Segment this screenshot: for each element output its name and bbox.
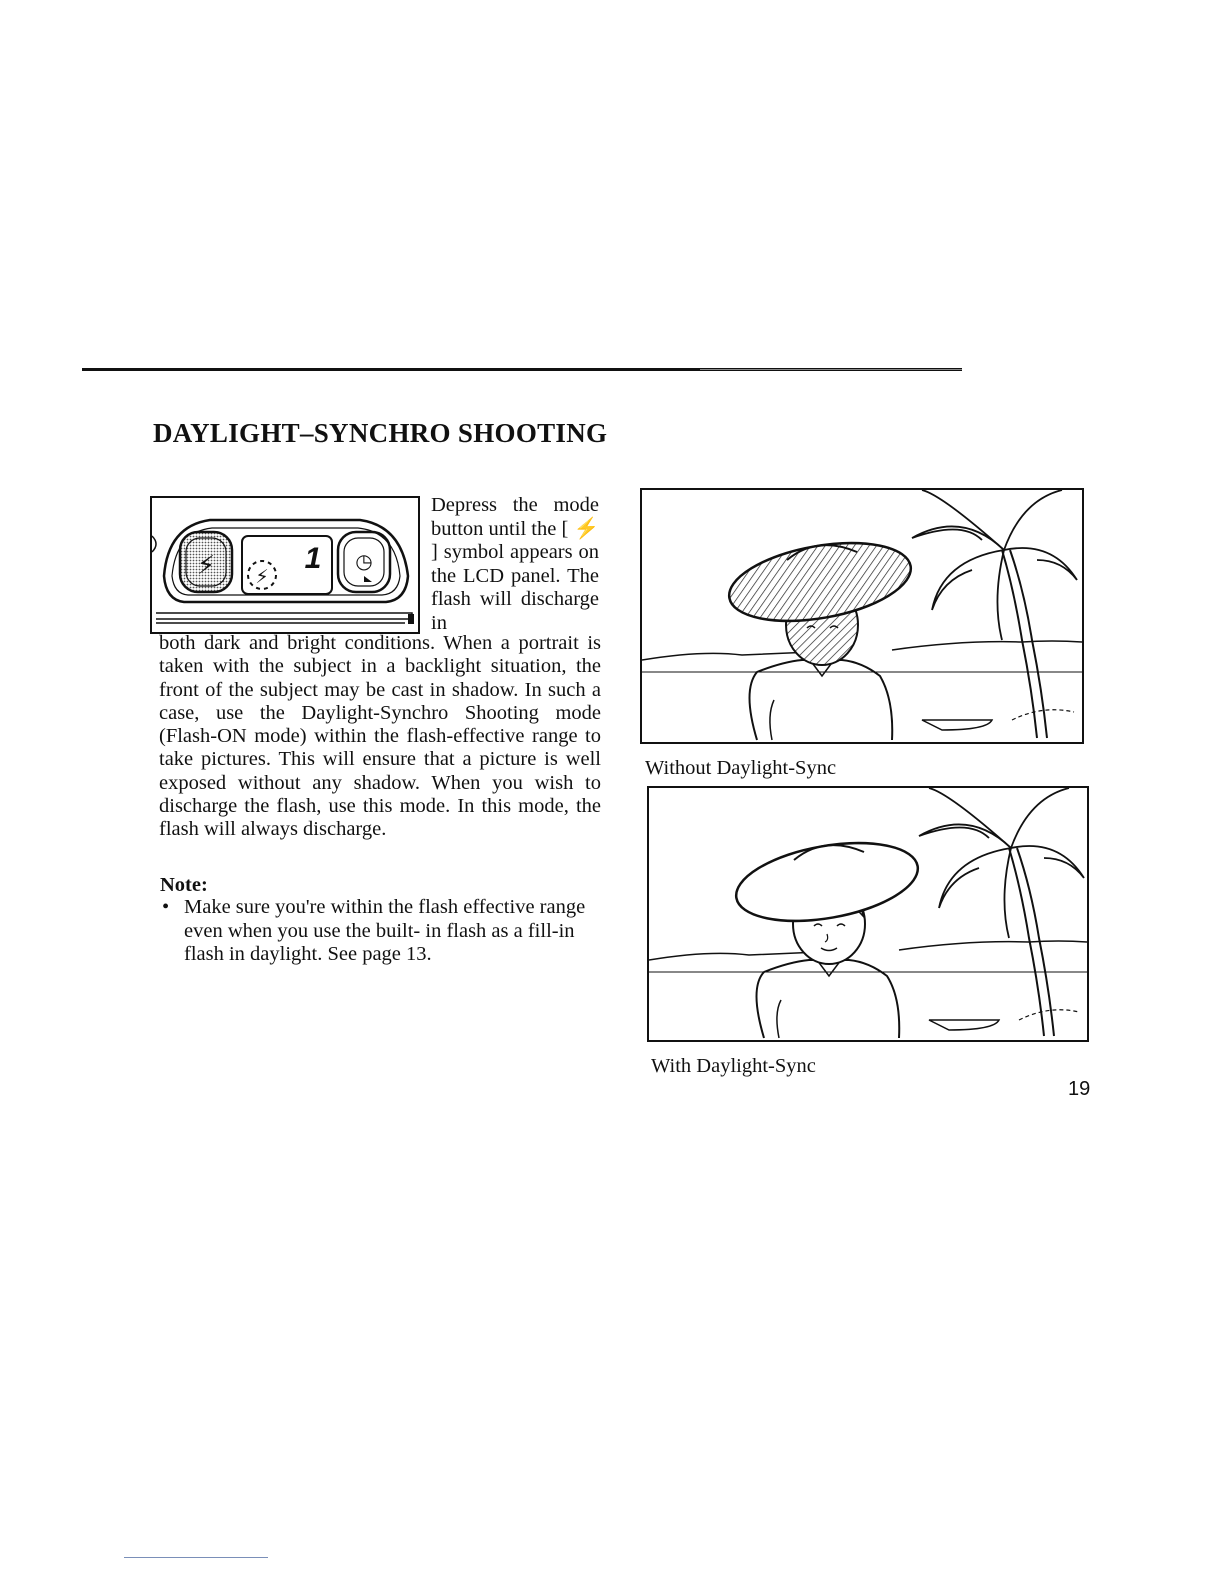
figure-with-daylight-sync (647, 786, 1089, 1042)
intro-text: Depress the mode button until the [ ⚡ ] symbol appears on the LCD panel. The flash will discharge in (431, 494, 599, 634)
footer-line (124, 1557, 268, 1558)
note-list (160, 896, 604, 967)
note-item (160, 896, 604, 967)
portrait-backlit-illustration (642, 490, 1082, 742)
lcd-flash-symbol: ⚡ (255, 566, 269, 588)
figure-caption: Without Daylight-Sync (645, 757, 837, 779)
portrait-flash-illustration (649, 788, 1087, 1040)
header-rule-fade (700, 369, 962, 370)
page-title: DAYLIGHT–SYNCHRO SHOOTING (153, 418, 608, 448)
body-text: both dark and bright conditions. When a portrait is taken with the subject in a backlight situation, the front of the subject may be cast in shadow. In such a case, use the Daylight-Synchro Shooting mode (Flash-ON mode) within the flash-effective range to take pictures. This will ensure that a picture is well exposed without any shadow. When you wish to discharge the flash, use this mode. In this mode, the flash will always discharge. (159, 632, 601, 841)
figure-caption: With Daylight-Sync (651, 1055, 816, 1077)
note-text: Make sure you're within the flash effective range even when you use the built- in flash as a fill-in flash in daylight. See page 13. (184, 896, 586, 965)
lcd-flash-button-glyph: ⚡ (196, 551, 216, 581)
lcd-selftimer-glyph: ◷ (355, 549, 373, 573)
figure-without-daylight-sync (640, 488, 1084, 744)
lcd-panel-illustration (150, 496, 420, 634)
bullet: • (162, 896, 170, 918)
lcd-frame-digit: 1 (304, 542, 322, 575)
note-heading: Note: (160, 874, 208, 896)
page-number: 19 (1068, 1078, 1091, 1100)
